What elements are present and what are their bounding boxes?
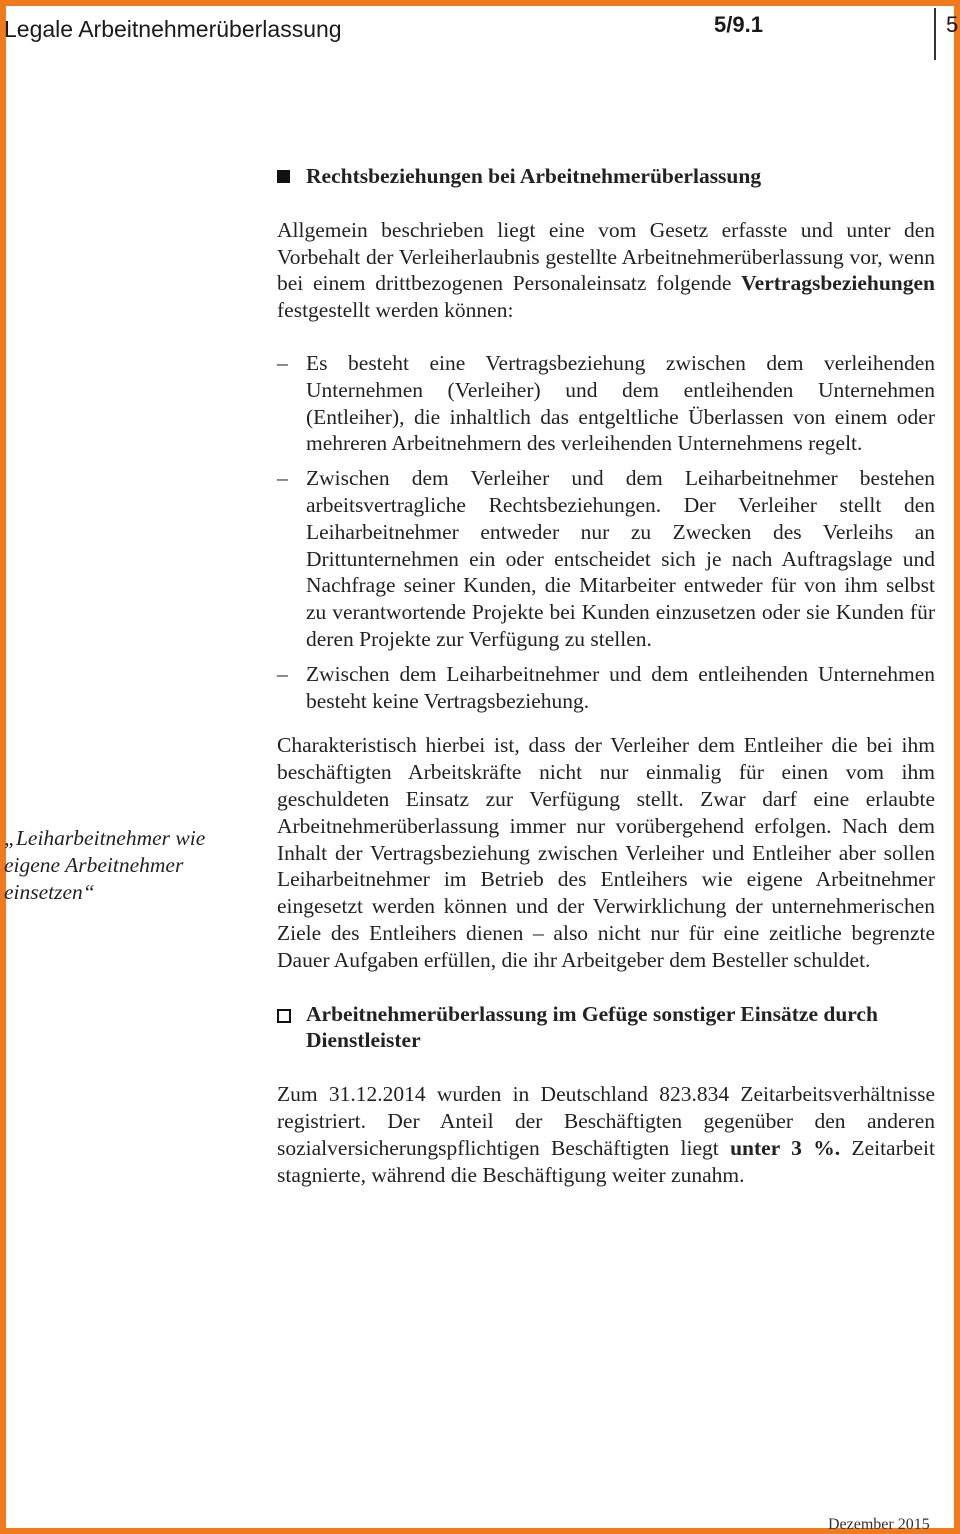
section-heading-2 xyxy=(277,1001,935,1055)
filled-square-bullet-icon xyxy=(277,163,306,190)
relationship-list xyxy=(277,350,935,714)
dash-bullet: – xyxy=(277,350,288,375)
intro-text: Allgemein beschrieben liegt eine vom Gesetz erfasste und unter den Vorbehalt der Verleiherlaubnis gestellte Arbeitnehmerüberlassung vor, wenn bei einem drittbezogenen Personaleinsatz folgende xyxy=(277,217,935,296)
section-heading-text: Arbeitnehmerüberlassung im Gefüge sonstiger Einsätze durch Dienstleister xyxy=(306,1001,878,1053)
intro-bold-term: Vertragsbeziehungen xyxy=(741,271,935,296)
page-number: 5 xyxy=(946,12,959,37)
intro-text-end: festgestellt werden können: xyxy=(277,298,514,323)
statistics-paragraph xyxy=(277,1081,935,1188)
header-divider xyxy=(934,8,936,60)
hollow-square-bullet-icon xyxy=(277,1001,306,1055)
list-item-text: Es besteht eine Vertragsbeziehung zwischen dem verleihenden Unternehmen (Verleiher) und dem entleihenden Unternehmen (Entleiher), die inhaltlich das entgeltliche Überlassen von einem oder mehreren Arbeitnehmern des verleihenden Unternehmens regelt. xyxy=(306,350,935,456)
statistics-text-end: Zeitarbeit stagnierte, während die Beschäftigung weiter zunahm. xyxy=(277,1135,936,1187)
list-item xyxy=(277,465,935,653)
dash-bullet: – xyxy=(277,661,288,686)
characteristic-paragraph: Charakteristisch hierbei ist, dass der Verleiher dem Entleiher die bei ihm beschäftigten Arbeitskräfte nicht nur einmalig für einen vom ihm geschuldeten Einsatz zur Verfügung stellt. Zwar darf eine erlaubte Arbeitnehmerüberlassung immer nur vorübergehend erfolgen. Nach dem Inhalt der Vertragsbeziehung zwischen Verleiher und Entleiher aber sollen Leiharbeitnehmer im Betrieb des Entleihers wie eigene Arbeitnehmer eingesetzt werden können und der Verwirklichung der unternehmerischen Ziele des Entleihers dienen – also nicht nur für eine zeitliche begrenzte Dauer Aufgaben erfüllen, die ihr Arbeitgeber dem Besteller schuldet. xyxy=(277,733,935,972)
list-item xyxy=(277,350,935,457)
statistics-text: Zum 31.12.2014 wurden in Deutschland 823.834 Zeitarbeitsverhältnisse registriert. Der Anteil der Beschäftigten gegenüber den anderen sozialversicherungspflichtigen Beschäftigten liegt xyxy=(277,1082,935,1160)
margin-note-line: „Leiharbeitnehmer wie xyxy=(4,826,206,850)
dash-bullet: – xyxy=(277,466,288,491)
section-heading-1 xyxy=(277,163,935,190)
statistics-bold-value: unter 3 %. xyxy=(730,1135,841,1160)
margin-note-line: einsetzen“ xyxy=(4,879,95,904)
section-heading-text: Rechtsbeziehungen bei Arbeitnehmerüberlassung xyxy=(306,164,762,188)
running-header-title: Legale Arbeitnehmerüberlassung xyxy=(4,16,342,42)
list-item xyxy=(277,661,935,715)
section-number: 5/9.1 xyxy=(714,12,763,37)
intro-paragraph xyxy=(277,217,935,324)
margin-note xyxy=(4,825,254,905)
list-item-text: Zwischen dem Leiharbeitnehmer und dem entleihenden Unternehmen besteht keine Vertragsbeziehung. xyxy=(306,661,935,713)
list-item-text: Zwischen dem Verleiher und dem Leiharbeitnehmer bestehen arbeitsvertragliche Rechtsbeziehungen. Der Verleiher stellt den Leiharbeitnehmer entweder nur zu Zwecken des Verleihs an Drittunternehmen ein oder entscheidet sich je nach Auftragslage und Nachfrage seiner Kunden, die Mitarbeiter entweder für von ihm selbst zu verantwortende Projekte bei Kunden einzusetzen oder sie Kunden für deren Projekte zur Verfügung zu stellen. xyxy=(306,466,935,651)
footer-date: Dezember 2015 xyxy=(828,1516,930,1533)
main-content xyxy=(277,163,935,1188)
margin-note-line: eigene Arbeitnehmer xyxy=(4,852,184,877)
